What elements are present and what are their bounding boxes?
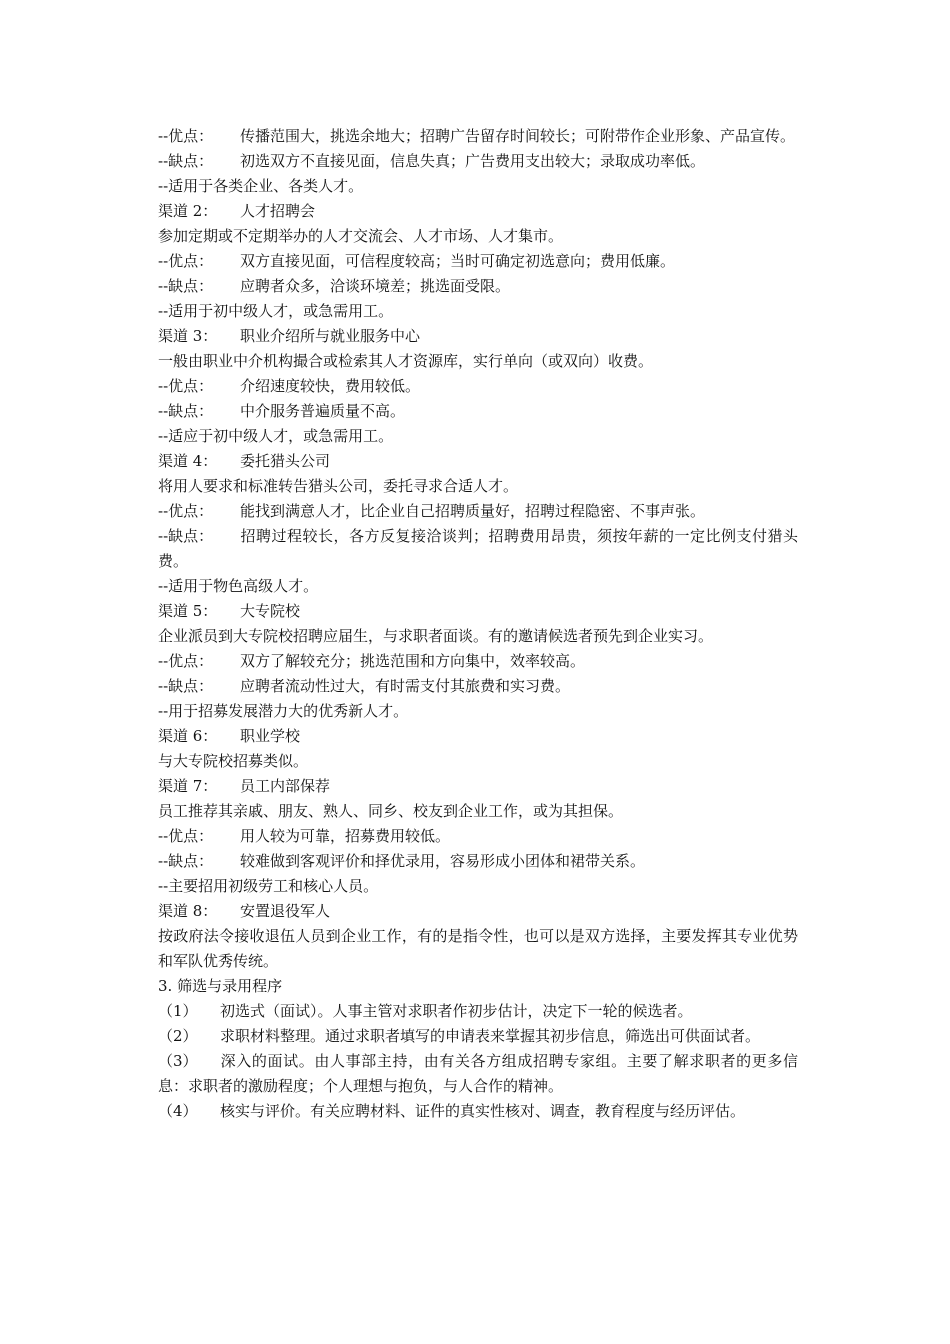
paragraph-text: 介绍速度较快，费用较低。 bbox=[240, 377, 421, 395]
paragraph-label: --缺点： bbox=[158, 852, 214, 870]
paragraph-label: 渠道 8： bbox=[158, 902, 218, 920]
paragraph: 参加定期或不定期举办的人才交流会、人才市场、人才集市。 bbox=[158, 227, 564, 245]
paragraph-label: --优点： bbox=[158, 377, 214, 395]
numbered-paragraph bbox=[158, 1049, 798, 1099]
labeled-paragraph bbox=[158, 599, 798, 624]
labeled-paragraph bbox=[158, 249, 798, 274]
paragraph: --主要招用初级劳工和核心人员。 bbox=[158, 877, 379, 895]
numbered-paragraph bbox=[158, 999, 798, 1024]
paragraph-text: 招聘过程较长，各方反复接洽谈判；招聘费用昂贵，须按年薪的一定比例支付猎头费。 bbox=[158, 527, 798, 570]
paragraph-label: 渠道 4： bbox=[158, 452, 218, 470]
paragraph-text: 中介服务普遍质量不高。 bbox=[240, 402, 406, 420]
paragraph-text: 应聘者众多，洽谈环境差；挑选面受限。 bbox=[240, 277, 511, 295]
labeled-paragraph bbox=[158, 199, 798, 224]
labeled-paragraph bbox=[158, 124, 798, 149]
labeled-paragraph bbox=[158, 674, 798, 699]
paragraph: 企业派员到大专院校招聘应届生，与求职者面谈。有的邀请候选者预先到企业实习。 bbox=[158, 627, 714, 645]
numbered-paragraph bbox=[158, 1099, 798, 1124]
paragraph-text: 传播范围大，挑选余地大；招聘广告留存时间较长；可附带作企业形象、产品宣传。 bbox=[240, 127, 796, 145]
paragraph: 一般由职业中介机构撮合或检索其人才资源库，实行单向（或双向）收费。 bbox=[158, 352, 654, 370]
paragraph: --适用于物色高级人才。 bbox=[158, 577, 319, 595]
labeled-paragraph bbox=[158, 324, 798, 349]
labeled-paragraph bbox=[158, 649, 798, 674]
paragraph-text: 能找到满意人才，比企业自己招聘质量好，招聘过程隐密、不事声张。 bbox=[240, 502, 706, 520]
labeled-paragraph bbox=[158, 274, 798, 299]
paragraph-text: 初选式（面试）。人事主管对求职者作初步估计，决定下一轮的候选者。 bbox=[220, 1002, 693, 1020]
paragraph-label: --优点： bbox=[158, 502, 214, 520]
paragraph-label: --优点： bbox=[158, 827, 214, 845]
document-page bbox=[158, 124, 798, 1124]
paragraph: 员工推荐其亲戚、朋友、熟人、同乡、校友到企业工作，或为其担保。 bbox=[158, 802, 624, 820]
paragraph-label: 渠道 5： bbox=[158, 602, 218, 620]
paragraph: 3. 筛选与录用程序 bbox=[158, 977, 283, 995]
labeled-paragraph bbox=[158, 849, 798, 874]
paragraph-label: （4） bbox=[158, 1102, 198, 1120]
paragraph-text: 大专院校 bbox=[240, 602, 301, 620]
labeled-paragraph bbox=[158, 449, 798, 474]
paragraph: 与大专院校招募类似。 bbox=[158, 752, 309, 770]
labeled-paragraph bbox=[158, 524, 798, 574]
labeled-paragraph bbox=[158, 149, 798, 174]
paragraph-label: --缺点： bbox=[158, 527, 214, 545]
paragraph-text: 双方了解较充分；挑选范围和方向集中，效率较高。 bbox=[240, 652, 586, 670]
numbered-paragraph bbox=[158, 1024, 798, 1049]
paragraph: --适用于各类企业、各类人才。 bbox=[158, 177, 364, 195]
labeled-paragraph bbox=[158, 724, 798, 749]
paragraph-text: 职业介绍所与就业服务中心 bbox=[240, 327, 421, 345]
paragraph-label: （2） bbox=[158, 1027, 198, 1045]
paragraph-text: 委托猎头公司 bbox=[240, 452, 331, 470]
labeled-paragraph bbox=[158, 374, 798, 399]
paragraph: --适用于初中级人才，或急需用工。 bbox=[158, 302, 394, 320]
paragraph-label: --优点： bbox=[158, 127, 214, 145]
paragraph-label: --缺点： bbox=[158, 277, 214, 295]
paragraph-label: （3） bbox=[158, 1052, 198, 1070]
paragraph-text: 求职材料整理。通过求职者填写的申请表来掌握其初步信息，筛选出可供面试者。 bbox=[220, 1027, 761, 1045]
paragraph-text: 初选双方不直接见面，信息失真；广告费用支出较大；录取成功率低。 bbox=[240, 152, 706, 170]
labeled-paragraph bbox=[158, 774, 798, 799]
labeled-paragraph bbox=[158, 499, 798, 524]
paragraph-text: 职业学校 bbox=[240, 727, 301, 745]
paragraph-label: --缺点： bbox=[158, 677, 214, 695]
paragraph-text: 深入的面试。由人事部主持，由有关各方组成招聘专家组。主要了解求职者的更多信息：求职者的激励程度；个人理想与抱负，与人合作的精神。 bbox=[158, 1052, 798, 1095]
paragraph-label: 渠道 3： bbox=[158, 327, 218, 345]
paragraph-label: （1） bbox=[158, 1002, 198, 1020]
paragraph-label: 渠道 2： bbox=[158, 202, 218, 220]
paragraph-label: --缺点： bbox=[158, 402, 214, 420]
paragraph-text: 较难做到客观评价和择优录用，容易形成小团体和裙带关系。 bbox=[240, 852, 646, 870]
paragraph-text: 双方直接见面，可信程度较高；当时可确定初选意向；费用低廉。 bbox=[240, 252, 676, 270]
paragraph-text: 应聘者流动性过大，有时需支付其旅费和实习费。 bbox=[240, 677, 571, 695]
paragraph-label: --优点： bbox=[158, 252, 214, 270]
paragraph: --用于招募发展潜力大的优秀新人才。 bbox=[158, 702, 409, 720]
paragraph-text: 人才招聘会 bbox=[240, 202, 316, 220]
labeled-paragraph bbox=[158, 399, 798, 424]
paragraph: 按政府法令接收退伍人员到企业工作，有的是指令性，也可以是双方选择，主要发挥其专业优势和军队优秀传统。 bbox=[158, 927, 798, 970]
paragraph-text: 安置退役军人 bbox=[240, 902, 331, 920]
paragraph-label: 渠道 6： bbox=[158, 727, 218, 745]
paragraph-label: --缺点： bbox=[158, 152, 214, 170]
paragraph-label: --优点： bbox=[158, 652, 214, 670]
paragraph: --适应于初中级人才，或急需用工。 bbox=[158, 427, 394, 445]
labeled-paragraph bbox=[158, 824, 798, 849]
labeled-paragraph bbox=[158, 899, 798, 924]
paragraph: 将用人要求和标准转告猎头公司，委托寻求合适人才。 bbox=[158, 477, 519, 495]
paragraph-text: 员工内部保荐 bbox=[240, 777, 331, 795]
paragraph-label: 渠道 7： bbox=[158, 777, 218, 795]
paragraph-text: 核实与评价。有关应聘材料、证件的真实性核对、调查，教育程度与经历评估。 bbox=[220, 1102, 746, 1120]
paragraph-text: 用人较为可靠，招募费用较低。 bbox=[240, 827, 451, 845]
